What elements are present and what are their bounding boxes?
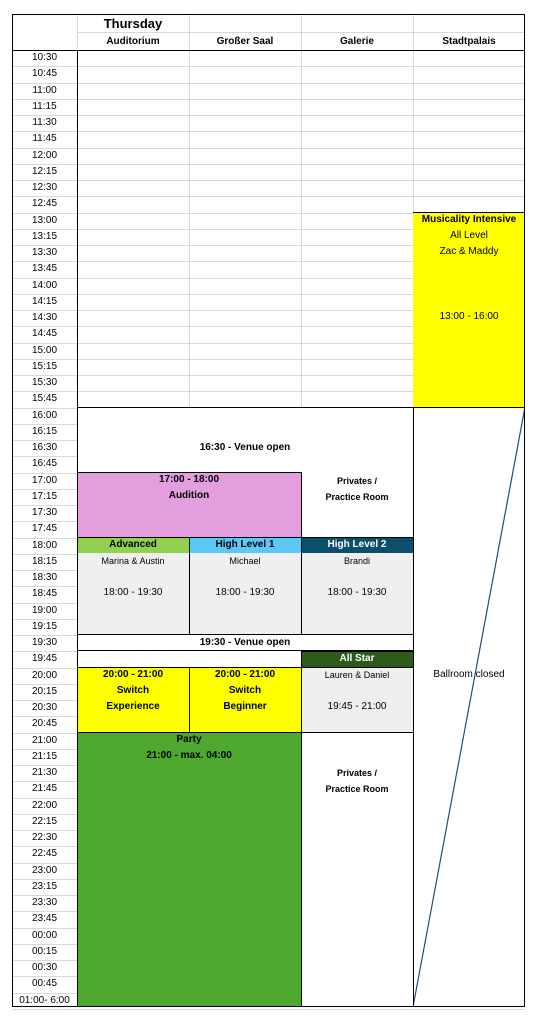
high-level-1-class xyxy=(189,537,301,634)
time-label: 11:00 xyxy=(32,84,57,96)
time-label: 14:00 xyxy=(31,279,58,291)
time-label: 17:15 xyxy=(31,490,58,502)
time-label: 13:15 xyxy=(31,230,58,242)
schedule-sheet xyxy=(12,14,525,1007)
high-level-2-time: 18:00 - 19:30 xyxy=(327,587,387,598)
switch-beginner-time: 20:00 - 21:00 xyxy=(214,669,276,680)
time-label: 21:15 xyxy=(31,750,58,762)
switch-experience-block xyxy=(77,667,189,732)
musicality-intensive-block xyxy=(413,212,525,407)
border-line xyxy=(77,472,301,473)
all-star-teachers: Lauren & Daniel xyxy=(324,670,390,680)
all-star-class xyxy=(301,651,413,732)
time-label: 15:00 xyxy=(31,344,58,356)
border-line xyxy=(77,407,413,408)
border-line xyxy=(12,50,525,51)
time-label: 00:15 xyxy=(31,945,58,957)
time-label: 21:00 xyxy=(31,734,58,746)
border-line xyxy=(189,537,190,634)
time-label: 15:45 xyxy=(31,393,58,405)
time-label: 20:00 xyxy=(31,669,58,681)
grid-row-line xyxy=(12,180,525,181)
time-label: 23:45 xyxy=(31,913,58,925)
advanced-header xyxy=(77,537,189,553)
time-label: 12:00 xyxy=(31,149,58,161)
time-label: 23:15 xyxy=(31,880,58,892)
audition-block xyxy=(77,472,301,537)
time-label: 14:15 xyxy=(31,295,58,307)
room-galerie: Galerie xyxy=(340,36,374,47)
border-line xyxy=(301,537,302,634)
border-line xyxy=(12,1006,525,1007)
room-stadtpalais: Stadtpalais xyxy=(442,36,496,47)
room-grosser-saal: Großer Saal xyxy=(216,36,274,47)
border-line xyxy=(77,537,413,538)
border-line xyxy=(301,651,302,732)
time-label: 17:30 xyxy=(31,507,58,518)
time-label: 22:15 xyxy=(31,815,58,827)
border-line xyxy=(301,667,413,668)
border-line xyxy=(301,651,413,652)
practice-room-label-1: Practice Room xyxy=(325,492,389,502)
ballroom-closed-label: Ballroom closed xyxy=(433,669,505,680)
time-label: 12:45 xyxy=(31,198,58,210)
high-level-1-title: High Level 1 xyxy=(215,539,275,550)
time-label: 19:45 xyxy=(31,653,58,665)
time-label: 14:45 xyxy=(31,328,58,340)
switch-experience-line1: Switch xyxy=(116,685,150,696)
border-line xyxy=(413,407,525,408)
time-label: 11:45 xyxy=(32,133,57,145)
time-label: 11:30 xyxy=(32,117,57,128)
border-line xyxy=(77,732,413,733)
switch-beginner-line1: Switch xyxy=(228,685,262,696)
time-label: 00:30 xyxy=(31,962,58,973)
time-label: 20:30 xyxy=(31,702,58,713)
time-label: 12:15 xyxy=(31,165,58,177)
time-label: 18:15 xyxy=(31,555,58,567)
grid-row-line xyxy=(12,99,525,100)
grid-row-line xyxy=(12,115,525,116)
musicality-level: All Level xyxy=(450,230,488,241)
time-label: 19:00 xyxy=(31,604,58,616)
time-label: 17:45 xyxy=(31,523,58,535)
switch-experience-line2: Experience xyxy=(106,701,160,712)
switch-beginner-block xyxy=(189,667,301,732)
advanced-time: 18:00 - 19:30 xyxy=(103,587,163,598)
musicality-time: 13:00 - 16:00 xyxy=(439,311,499,322)
high-level-1-teachers: Michael xyxy=(229,556,261,566)
border-line xyxy=(12,14,525,15)
advanced-teachers: Marina & Austin xyxy=(101,556,165,566)
border-line xyxy=(524,14,525,1007)
day-title: Thursday xyxy=(103,16,163,31)
musicality-teachers: Zac & Maddy xyxy=(439,246,499,257)
advanced-class xyxy=(77,537,189,634)
time-label: 16:30 xyxy=(31,442,58,453)
party-title: Party xyxy=(176,734,202,745)
ballroom-closed-diagonal xyxy=(413,407,525,1007)
time-label: 23:30 xyxy=(31,897,58,908)
switch-experience-time: 20:00 - 21:00 xyxy=(102,669,164,680)
time-label: 13:30 xyxy=(31,247,58,258)
time-label: 00:00 xyxy=(31,929,58,941)
all-star-time: 19:45 - 21:00 xyxy=(327,701,387,712)
time-label: 21:45 xyxy=(31,783,58,795)
time-label: 15:15 xyxy=(31,360,58,372)
time-label: 20:45 xyxy=(31,718,58,730)
audition-title: Audition xyxy=(168,490,210,501)
time-label: 18:30 xyxy=(31,572,58,583)
grid-row-line xyxy=(12,148,525,149)
time-label: 16:45 xyxy=(31,458,58,470)
time-label: 10:30 xyxy=(31,52,58,63)
border-line xyxy=(77,50,78,1007)
time-label: 10:45 xyxy=(31,68,58,80)
grid-row-line xyxy=(12,131,525,132)
border-line xyxy=(301,472,302,537)
grid-row-line xyxy=(12,164,525,165)
privates-label-2: Privates / xyxy=(336,768,378,778)
high-level-2-class xyxy=(301,537,413,634)
time-label: 13:45 xyxy=(31,263,58,275)
border-line xyxy=(301,732,302,1007)
all-star-header xyxy=(301,651,413,667)
time-label: 22:45 xyxy=(31,848,58,860)
high-level-2-teachers: Brandi xyxy=(343,556,370,566)
time-label: 18:45 xyxy=(31,588,58,600)
time-label: 16:00 xyxy=(31,409,58,421)
time-label: 21:30 xyxy=(31,767,58,778)
high-level-1-time: 18:00 - 19:30 xyxy=(215,587,275,598)
grid-row-line xyxy=(12,66,525,67)
privates-label-1: Privates / xyxy=(336,476,378,486)
switch-beginner-line2: Beginner xyxy=(223,701,267,712)
time-label: 23:00 xyxy=(31,864,58,876)
time-label: 14:30 xyxy=(31,312,58,323)
border-line xyxy=(189,667,190,732)
grid-row-line xyxy=(12,83,525,84)
time-label: 11:15 xyxy=(32,100,57,112)
border-line xyxy=(413,407,414,1007)
audition-time: 17:00 - 18:00 xyxy=(158,474,220,485)
room-auditorium: Auditorium xyxy=(106,36,160,47)
venue-open-1930: 19:30 - Venue open xyxy=(199,637,291,648)
time-label: 12:30 xyxy=(31,182,58,193)
musicality-title: Musicality Intensive xyxy=(421,214,517,225)
party-block xyxy=(77,732,301,1007)
time-label: 20:15 xyxy=(31,685,58,697)
practice-room-label-2: Practice Room xyxy=(325,784,389,794)
all-star-title: All Star xyxy=(339,653,375,664)
party-time: 21:00 - max. 04:00 xyxy=(146,750,232,761)
time-label: 17:00 xyxy=(31,474,58,486)
time-label: 16:15 xyxy=(31,425,58,437)
time-label: 15:30 xyxy=(31,377,58,388)
time-label: 13:00 xyxy=(31,214,58,226)
time-label: 22:30 xyxy=(31,832,58,843)
time-label: 19:30 xyxy=(31,637,58,648)
high-level-2-title: High Level 2 xyxy=(327,539,387,550)
time-label: 19:15 xyxy=(31,620,58,632)
grid-row-line xyxy=(12,1009,525,1010)
time-label: 00:45 xyxy=(31,978,58,990)
time-label: 18:00 xyxy=(31,539,58,551)
time-label: 22:00 xyxy=(31,799,58,811)
border-line xyxy=(12,14,13,1007)
advanced-title: Advanced xyxy=(109,539,157,550)
border-line xyxy=(413,212,525,213)
venue-open-1630: 16:30 - Venue open xyxy=(199,442,291,453)
time-label: 01:00- 6:00 xyxy=(19,994,70,1006)
grid-row-line xyxy=(12,196,525,197)
border-line xyxy=(77,634,413,635)
high-level-1-header xyxy=(189,537,301,553)
high-level-2-header xyxy=(301,537,413,553)
